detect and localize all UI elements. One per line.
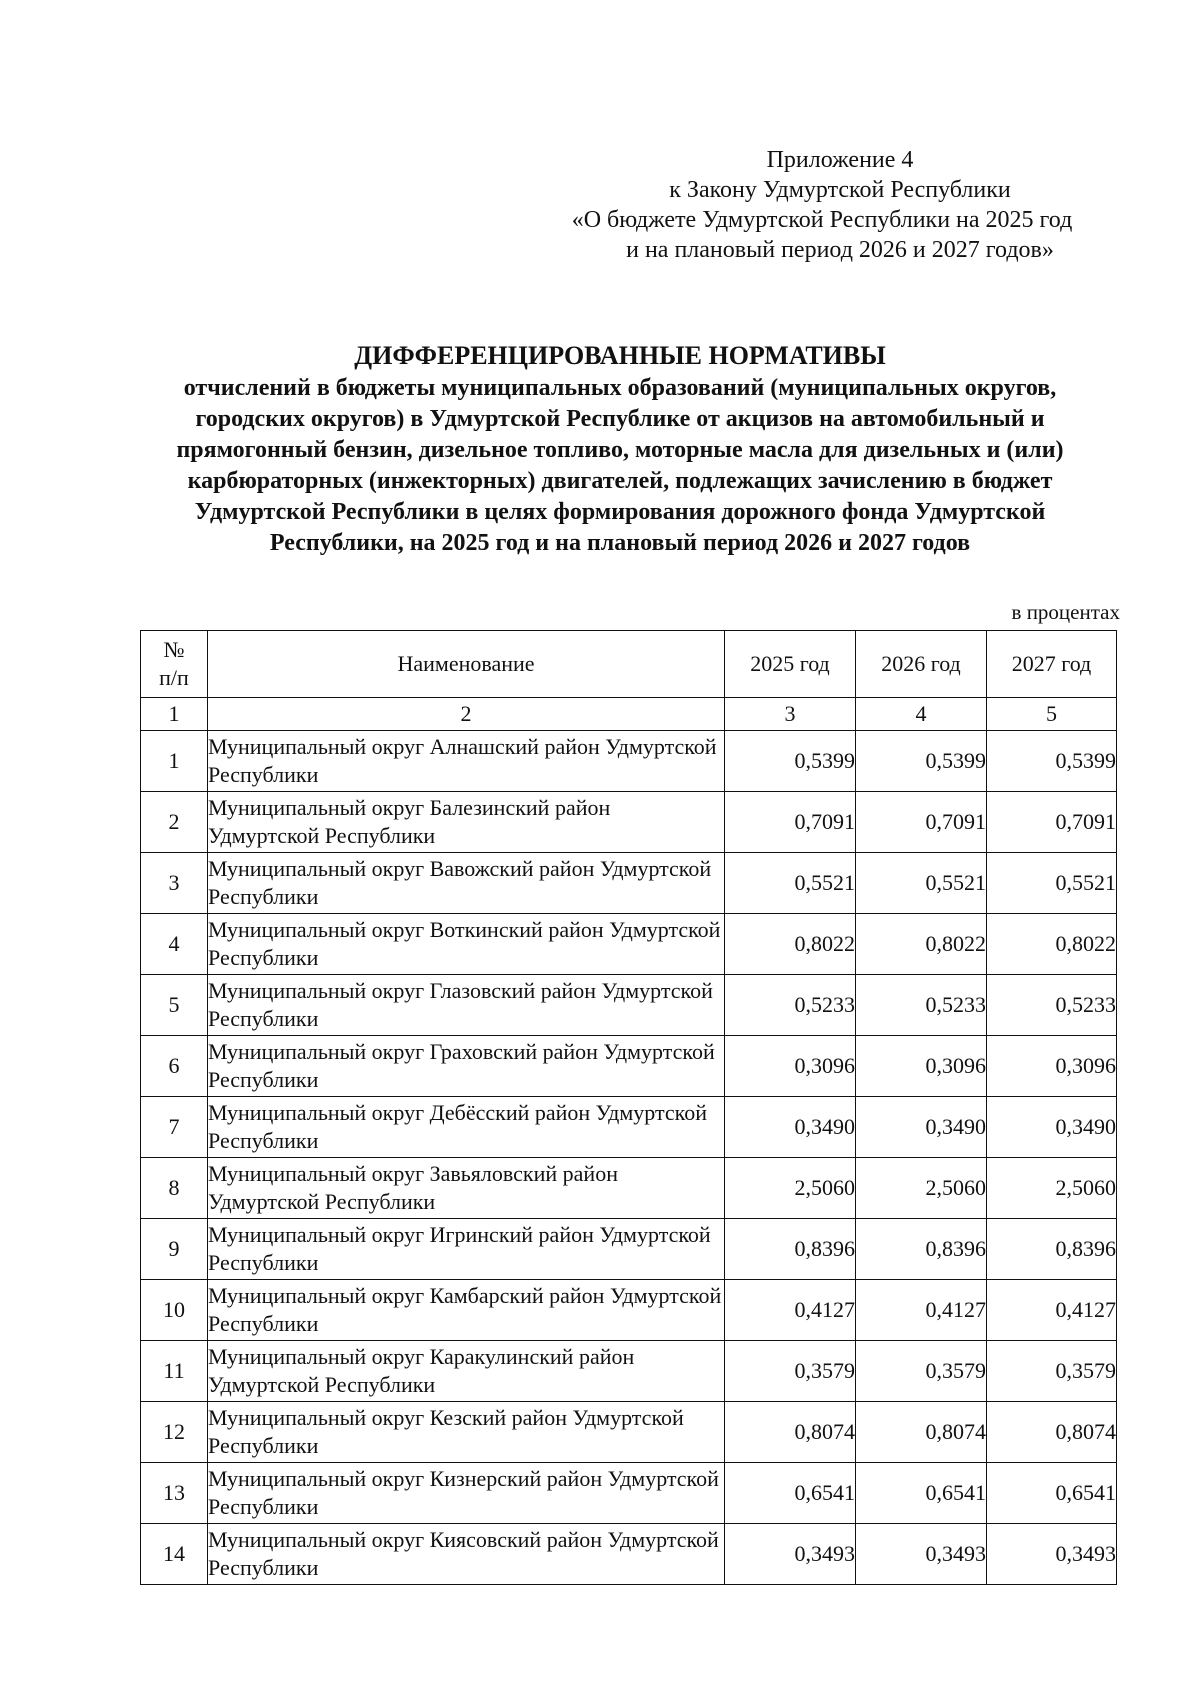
- title-main: ДИФФЕРЕНЦИРОВАННЫЕ НОРМАТИВЫ: [354, 341, 886, 370]
- row-name: Муниципальный округ Кизнерский район Удмуртской Республики: [208, 1463, 725, 1524]
- table-row: [141, 1036, 1117, 1097]
- table-row: [141, 1463, 1117, 1524]
- row-number: 4: [141, 914, 208, 975]
- table-header-row: [141, 631, 1117, 698]
- row-name: Муниципальный округ Игринский район Удмуртской Республики: [208, 1219, 725, 1280]
- table-row: [141, 853, 1117, 914]
- value-2027: 0,8022: [987, 914, 1117, 975]
- value-2026: 0,3096: [856, 1036, 987, 1097]
- value-2027: 0,4127: [987, 1280, 1117, 1341]
- row-name: Муниципальный округ Алнашский район Удмуртской Республики: [208, 731, 725, 792]
- value-2025: 0,3493: [725, 1524, 856, 1585]
- value-2027: 0,8396: [987, 1219, 1117, 1280]
- table-row: [141, 975, 1117, 1036]
- header-2026: 2026 год: [856, 631, 987, 698]
- row-name: Муниципальный округ Граховский район Удмуртской Республики: [208, 1036, 725, 1097]
- value-2026: 0,4127: [856, 1280, 987, 1341]
- row-number: 9: [141, 1219, 208, 1280]
- row-number: 13: [141, 1463, 208, 1524]
- value-2026: 0,6541: [856, 1463, 987, 1524]
- table-row: [141, 1219, 1117, 1280]
- row-number: 14: [141, 1524, 208, 1585]
- row-name: Муниципальный округ Киясовский район Удмуртской Республики: [208, 1524, 725, 1585]
- row-number: 12: [141, 1402, 208, 1463]
- row-number: 5: [141, 975, 208, 1036]
- row-name: Муниципальный округ Балезинский район Удмуртской Республики: [208, 792, 725, 853]
- value-2026: 0,5233: [856, 975, 987, 1036]
- row-name: Муниципальный округ Глазовский район Удмуртской Республики: [208, 975, 725, 1036]
- column-number: 1: [141, 698, 208, 731]
- value-2025: 0,5521: [725, 853, 856, 914]
- title-subtitle: отчислений в бюджеты муниципальных образований (муниципальных округов, городских округов) в Удмуртской Республике от акцизов на автомобильный и прямогонный бензин, дизельное топливо, моторные масла для дизельных и (или) карбюраторных (инжекторных) двигателей, подлежащих зачислению в бюджет Удмуртской Республики в целях формирования дорожного фонда Удмуртской Республики, на 2025 год и на плановый период 2026 и 2027 годов: [176, 375, 1064, 556]
- header-name: Наименование: [208, 631, 725, 698]
- column-number: 4: [856, 698, 987, 731]
- value-2026: 0,8396: [856, 1219, 987, 1280]
- value-2027: 0,3579: [987, 1341, 1117, 1402]
- value-2025: 0,5233: [725, 975, 856, 1036]
- document-title: [130, 340, 1110, 559]
- row-number: 7: [141, 1097, 208, 1158]
- value-2025: 0,6541: [725, 1463, 856, 1524]
- value-2027: 0,6541: [987, 1463, 1117, 1524]
- row-number: 8: [141, 1158, 208, 1219]
- value-2027: 0,5521: [987, 853, 1117, 914]
- row-number: 2: [141, 792, 208, 853]
- value-2027: 0,8074: [987, 1402, 1117, 1463]
- row-name: Муниципальный округ Дебёсский район Удмуртской Республики: [208, 1097, 725, 1158]
- appendix-line: Приложение 4: [766, 147, 914, 173]
- table-row: [141, 1524, 1117, 1585]
- table-row: [141, 1097, 1117, 1158]
- appendix-header: [560, 145, 1120, 265]
- value-2027: 0,5399: [987, 731, 1117, 792]
- table-row: [141, 1158, 1117, 1219]
- value-2026: 0,8022: [856, 914, 987, 975]
- value-2027: 2,5060: [987, 1158, 1117, 1219]
- appendix-line: «О бюджете Удмуртской Республики на 2025 год: [571, 207, 1073, 233]
- row-name: Муниципальный округ Завьяловский район Удмуртской Республики: [208, 1158, 725, 1219]
- value-2025: 0,8022: [725, 914, 856, 975]
- row-name: Муниципальный округ Каракулинский район Удмуртской Республики: [208, 1341, 725, 1402]
- row-number: 10: [141, 1280, 208, 1341]
- header-2027: 2027 год: [987, 631, 1117, 698]
- table-row: [141, 1280, 1117, 1341]
- row-number: 3: [141, 853, 208, 914]
- table-row: [141, 731, 1117, 792]
- appendix-line: к Закону Удмуртской Республики: [669, 177, 1011, 203]
- row-name: Муниципальный округ Камбарский район Удмуртской Республики: [208, 1280, 725, 1341]
- column-number: 2: [208, 698, 725, 731]
- row-number: 11: [141, 1341, 208, 1402]
- value-2025: 0,7091: [725, 792, 856, 853]
- column-number: 5: [987, 698, 1117, 731]
- units-label: в процентах: [1011, 600, 1120, 624]
- value-2026: 0,3490: [856, 1097, 987, 1158]
- value-2026: 0,7091: [856, 792, 987, 853]
- norms-table: [140, 630, 1117, 1585]
- value-2027: 0,3493: [987, 1524, 1117, 1585]
- value-2027: 0,3096: [987, 1036, 1117, 1097]
- table-row: [141, 1341, 1117, 1402]
- table-row: [141, 792, 1117, 853]
- value-2026: 0,5399: [856, 731, 987, 792]
- value-2027: 0,3490: [987, 1097, 1117, 1158]
- value-2026: 0,8074: [856, 1402, 987, 1463]
- column-number-row: [141, 698, 1117, 731]
- value-2025: 0,8074: [725, 1402, 856, 1463]
- table-row: [141, 1402, 1117, 1463]
- header-2025: 2025 год: [725, 631, 856, 698]
- value-2027: 0,7091: [987, 792, 1117, 853]
- value-2026: 0,3493: [856, 1524, 987, 1585]
- value-2025: 0,3579: [725, 1341, 856, 1402]
- row-number: 1: [141, 731, 208, 792]
- value-2027: 0,5233: [987, 975, 1117, 1036]
- value-2025: 0,4127: [725, 1280, 856, 1341]
- column-number: 3: [725, 698, 856, 731]
- appendix-line: и на плановый период 2026 и 2027 годов»: [626, 237, 1054, 263]
- value-2026: 0,3579: [856, 1341, 987, 1402]
- row-number: 6: [141, 1036, 208, 1097]
- value-2026: 0,5521: [856, 853, 987, 914]
- row-name: Муниципальный округ Воткинский район Удмуртской Республики: [208, 914, 725, 975]
- table-row: [141, 914, 1117, 975]
- value-2025: 0,8396: [725, 1219, 856, 1280]
- value-2025: 0,3490: [725, 1097, 856, 1158]
- header-number: № п/п: [141, 631, 208, 698]
- row-name: Муниципальный округ Кезский район Удмуртской Республики: [208, 1402, 725, 1463]
- value-2026: 2,5060: [856, 1158, 987, 1219]
- row-name: Муниципальный округ Вавожский район Удмуртской Республики: [208, 853, 725, 914]
- value-2025: 0,5399: [725, 731, 856, 792]
- value-2025: 0,3096: [725, 1036, 856, 1097]
- value-2025: 2,5060: [725, 1158, 856, 1219]
- table-body: [141, 731, 1117, 1585]
